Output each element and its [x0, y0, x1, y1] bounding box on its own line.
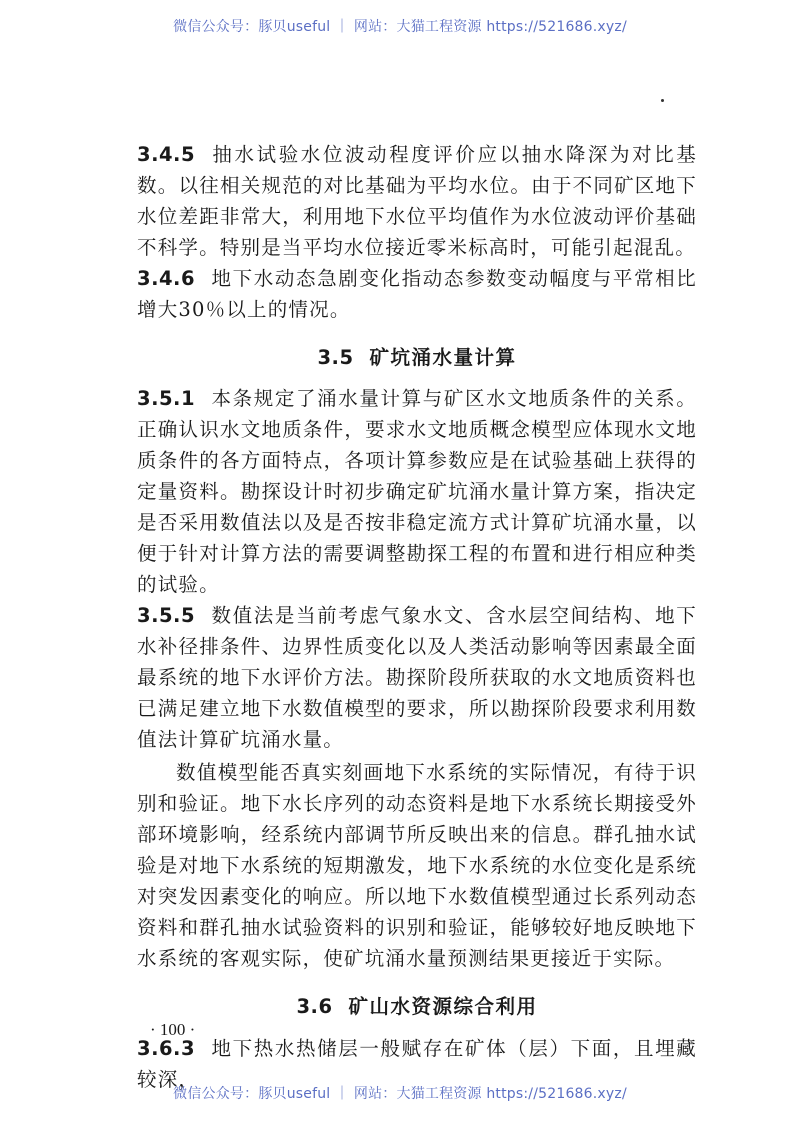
- clause-number: 3.4.6: [137, 267, 196, 290]
- page-number: · 100 ·: [150, 1020, 196, 1039]
- section-heading-3-5: [137, 342, 697, 370]
- clause-text: 地下热水热储层一般赋存在矿体（层）下面，且埋藏较深，: [137, 1037, 697, 1091]
- watermark-bottom: 微信公众号：豚贝useful ｜ 网站：大猫工程资源 https://521686.xyz/: [173, 1086, 627, 1102]
- paragraph-3-4-5: [137, 139, 697, 263]
- paragraph-3-5-5: [137, 600, 697, 755]
- clause-number: 3.5.1: [137, 387, 196, 410]
- paragraph-3-5-5-continued: 数值模型能否真实刻画地下水系统的实际情况，有待于识别和验证。地下水长序列的动态资料是地下水系统长期接受外部环境影响，经系统内部调节所反映出来的信息。群孔抽水试验是对地下水系统的短期激发，地下水系统的水位变化是系统对突发因素变化的响应。所以地下水数值模型通过长系列动态资料和群孔抽水试验资料的识别和验证，能够较好地反映地下水系统的客观实际，使矿坑涌水量预测结果更接近于实际。: [137, 761, 697, 970]
- section-heading-3-6: [137, 991, 697, 1019]
- watermark-top: 微信公众号：豚贝useful ｜ 网站：大猫工程资源 https://521686.xyz/: [173, 19, 627, 35]
- section-number: 3.6: [296, 995, 333, 1018]
- clause-text: 本条规定了涌水量计算与矿区水文地质条件的关系。正确认识水文地质条件，要求水文地质概念模型应体现水文地质条件的各方面特点，各项计算参数应是在试验基础上获得的定量资料。勘探设计时初步确定矿坑涌水量计算方案，指决定是否采用数值法以及是否按非稳定流方式计算矿坑涌水量，以便于针对计算方法的需要调整勘探工程的布置和进行相应种类的试验。: [137, 387, 697, 596]
- paragraph-3-4-6: [137, 263, 697, 325]
- page-speck: [661, 99, 664, 102]
- page-content: [137, 139, 697, 1095]
- clause-number: 3.5.5: [137, 604, 196, 627]
- clause-number: 3.4.5: [137, 143, 196, 166]
- clause-text: 抽水试验水位波动程度评价应以抽水降深为对比基数。以往相关规范的对比基础为平均水位。由于不同矿区地下水位差距非常大，利用地下水位平均值作为水位波动评价基础不科学。特别是当平均水位接近零米标高时，可能引起混乱。: [137, 143, 697, 259]
- paragraph-3-5-1: [137, 383, 697, 600]
- clause-number: 3.6.3: [137, 1037, 196, 1060]
- section-number: 3.5: [317, 346, 354, 369]
- section-title: 矿山水资源综合利用: [348, 995, 538, 1018]
- clause-text: 地下水动态急剧变化指动态参数变动幅度与平常相比增大30％以上的情况。: [137, 267, 697, 321]
- section-title: 矿坑涌水量计算: [369, 346, 517, 369]
- clause-text: 数值法是当前考虑气象水文、含水层空间结构、地下水补径排条件、边界性质变化以及人类活动影响等因素最全面最系统的地下水评价方法。勘探阶段所获取的水文地质资料也已满足建立地下水数值模型的要求，所以勘探阶段要求利用数值法计算矿坑涌水量。: [137, 604, 697, 751]
